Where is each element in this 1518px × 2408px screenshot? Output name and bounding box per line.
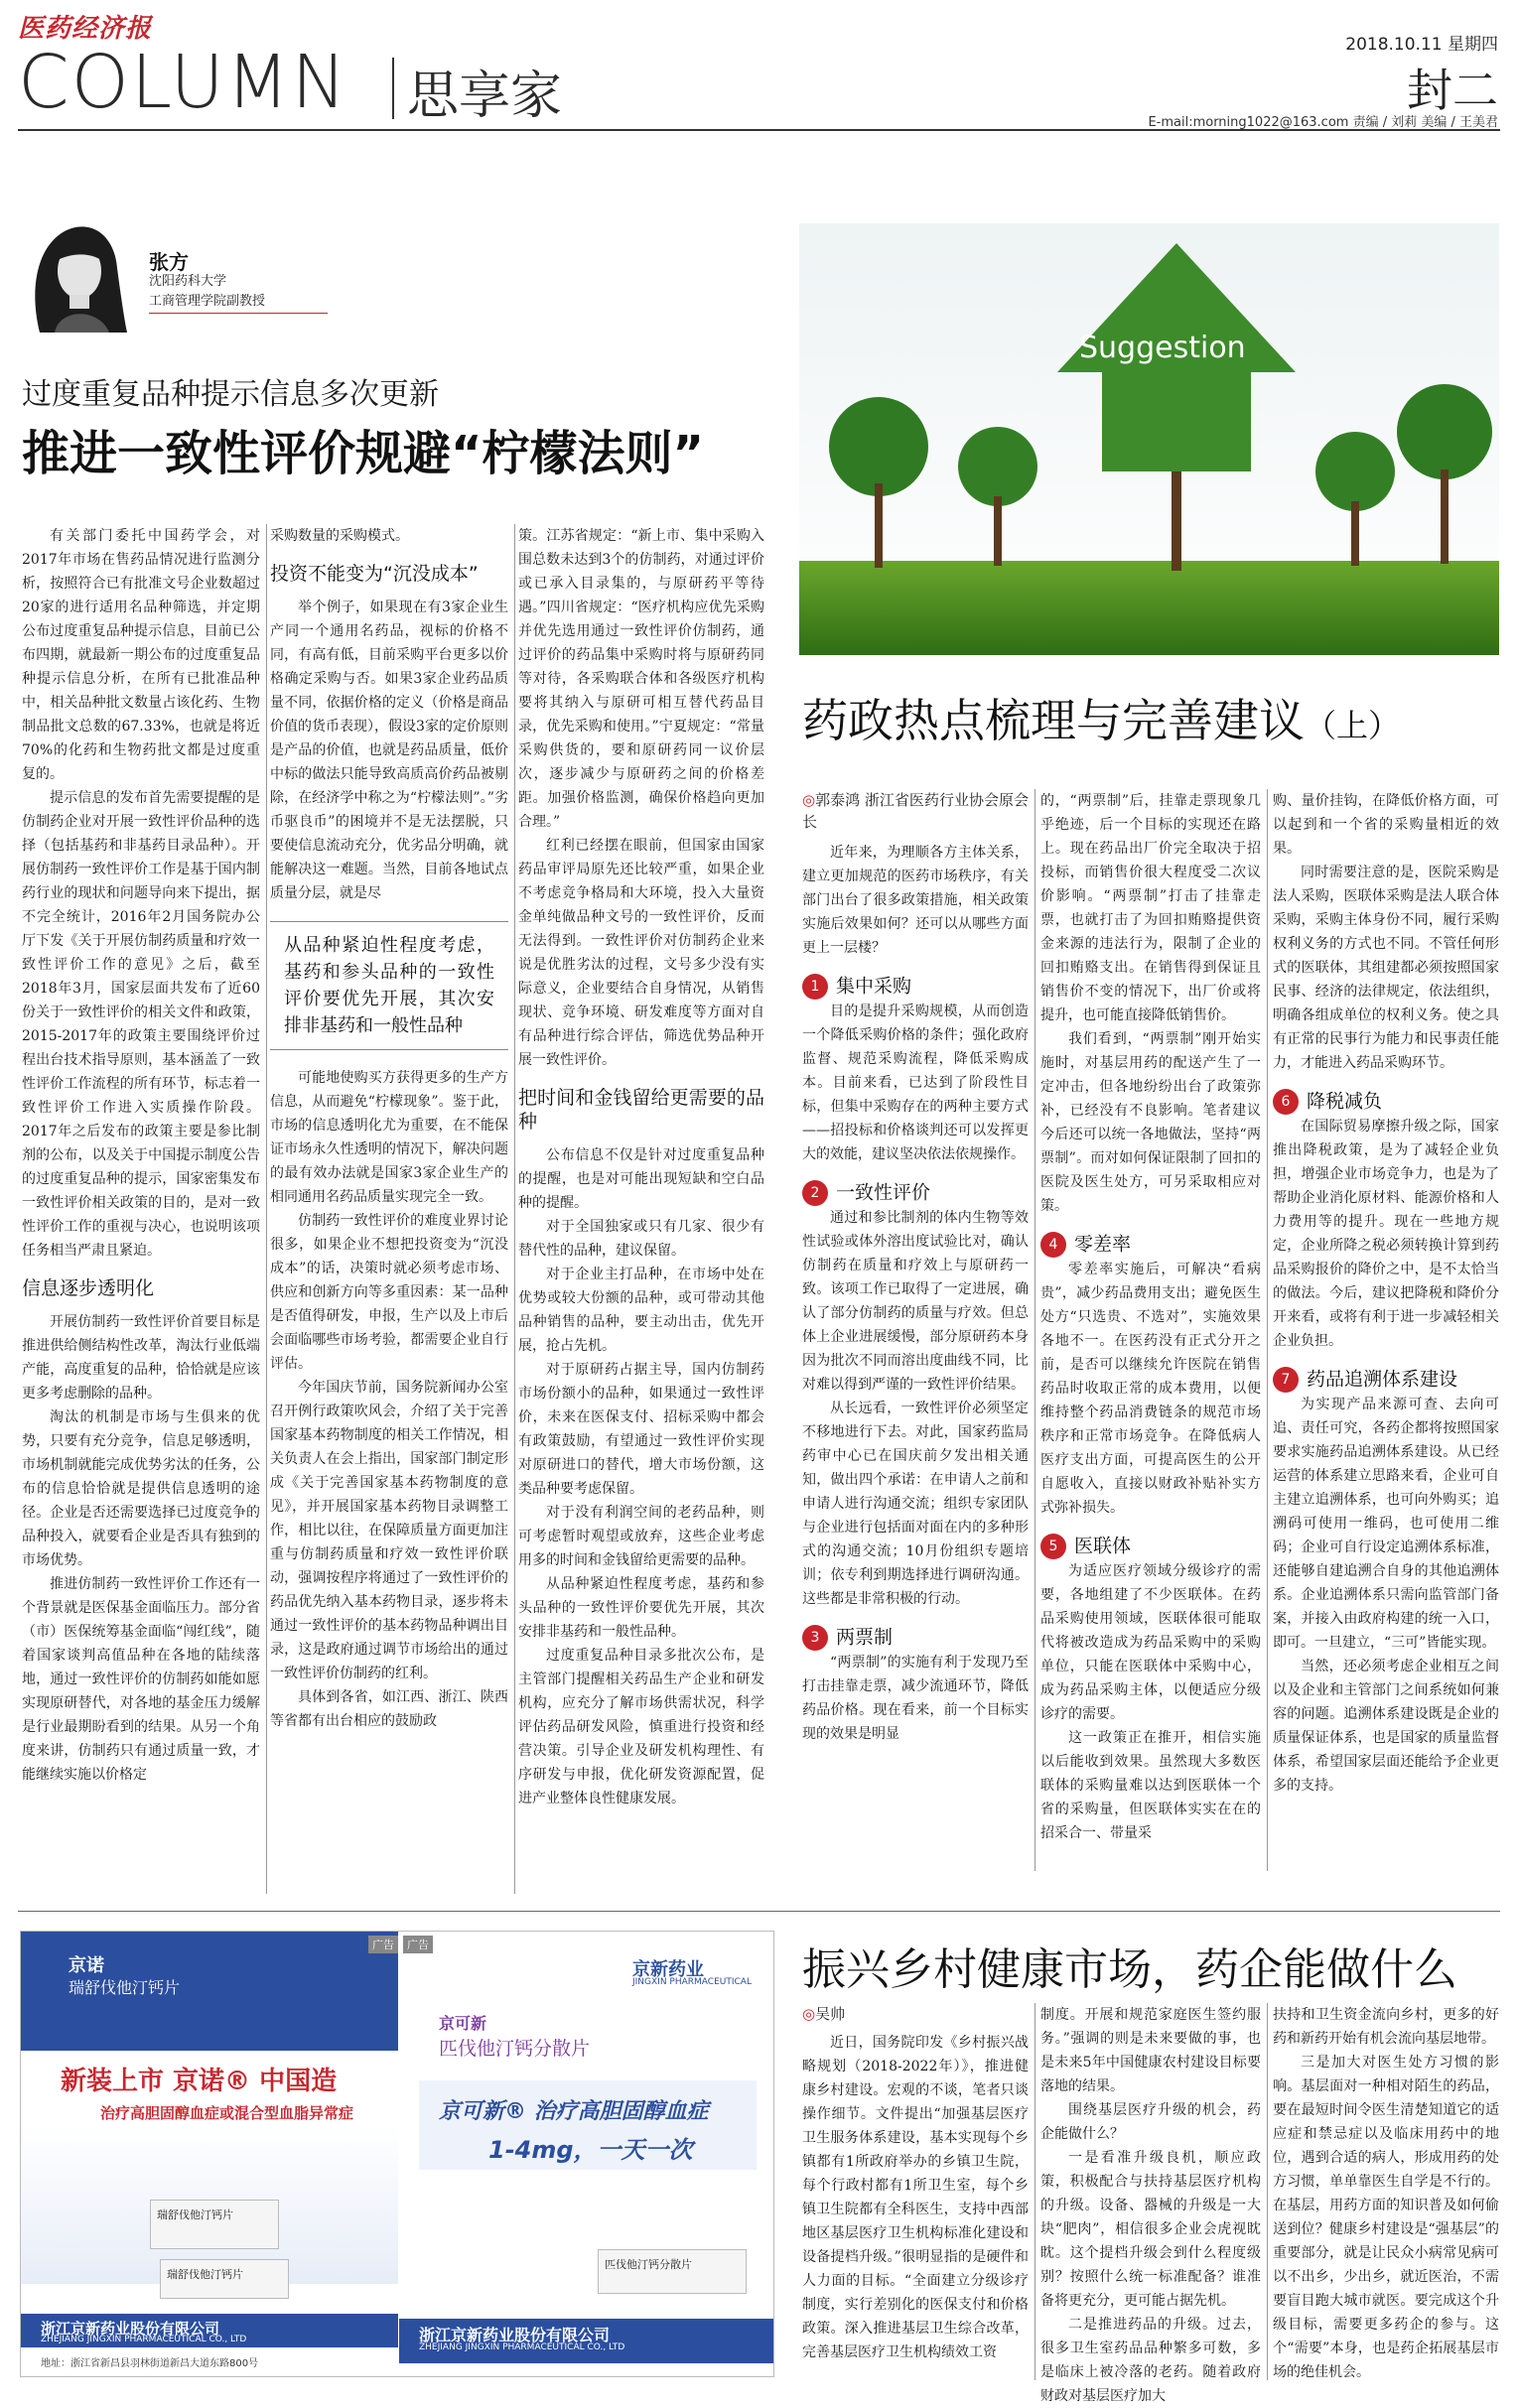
author-portrait	[20, 213, 134, 333]
issue-date: 2018.10.11 星期四	[1345, 35, 1498, 55]
article2-byline: ◎郭泰鸿 浙江省医药行业协会原会长	[802, 791, 1029, 831]
ad-tag-2: 广告	[403, 1936, 433, 1953]
column-name-en: COLUMN	[18, 40, 348, 125]
ad-address: 地址：浙江省新昌县羽林街道新昌大道东路800号	[41, 2358, 259, 2369]
article1-heading-1: 信息逐步透明化	[22, 1277, 155, 1299]
article2-column-2: 的，“两票制”后，挂靠走票现象几乎绝迹，后一个目标的实现还在路上。现在药品出厂价完全取决于招投标，而销售价很大程度受二次议价影响。“两票制”打击了挂靠走票，也就打击了为回扣贿赂提供资金来源的违法行为，限制了企业的回扣贿赂支出。在销售得到保证且销售价不变的情况下，出厂价或将提升，也可能直接降低销售价。 我们看到，“两票制”刚开始实施时，对基层用药的配送产生了一定冲击，但各地纷纷出台了政策弥补，已经没有不良影响。笔者建议今后还可以统一各地做法，坚持“两票制”。而对如何保证限制了回扣的医院及医生处方，可另采取相应对策。 4 零差率 零差率实施后，可解决“看病贵”，减少药品费用支出；避免医生处方“只选贵、不选对”，实施效果各地不一。在医药没有正式分开之前，是否可以继续允许医院在销售药品时收取正常的成本费用，以便维持整个药品消费链条的规范市场秩序和正常市场竞争。在降低病人医疗支出方面，可提高医生的公开自愿收入，直接以财政补贴补实方式弥补损失。 5 医联体 为适应医疗领域分级诊疗的需要，各地组建了不少医联体。在药品采购使用领域，医联体很可能取代将被改造成为药品采购中的采购单位，只能在医联体中采购中心，成为药品采购主体，以便适应分级诊疗的需要。 这一政策正在推开，相信实施以后能收到效果。虽然现大多数医联体的采购量难以达到医联体一个省的采购量，但医联体实实在在的招采合一、带量采	[1040, 793, 1261, 1841]
article1-title: 推进一致性评价规避“柠檬法则”	[22, 426, 705, 481]
section-heading-1: 1 集中采购	[802, 974, 1029, 1000]
pull-quote: 从品种紧迫性程度考虑，基药和参头品种的一致性评价要优先开展，其次安排非基药和一般性品种	[270, 921, 508, 1050]
advertisement	[20, 1931, 774, 2377]
author-affiliation: 沈阳药科大学 工商管理学院副教授	[149, 274, 266, 309]
ad-dose: 1-4mg，一天一次	[488, 2136, 693, 2164]
trees-arrow-photo	[799, 223, 1499, 655]
ad-company1-en: ZHEJIANG JINGXIN PHARMACEUTICAL CO., LTD	[41, 2335, 247, 2344]
column-divider	[1267, 789, 1268, 1871]
column-divider	[392, 58, 394, 119]
column-divider	[514, 524, 515, 1894]
ad-brand2: 京可新	[439, 2014, 487, 2033]
author-underline	[149, 313, 328, 314]
article1-heading-2: 投资不能变为“沉没成本”	[270, 563, 479, 585]
article2-column-1: ◎郭泰鸿 浙江省医药行业协会原会长 近年来，为理顺各方主体关系，建立更加规范的医药市场秩序，有关部门出台了很多政策措施，相关政策实施后效果如何？还可以从哪些方面更上一层楼？ 1 集中采购 目的是提升采购规模，从而创造一个降低采购价格的条件；强化政府监督、规范采购流程，降低采购成本。目前来看，已达到了阶段性目标，但集中采购存在的两种主要方式——招投标和价格谈判还可以发挥更大的效能，建议坚决依法依规操作。 2 一致性评价 通过和参比制剂的体内生物等效性试验或体外溶出度试验比对，确认仿制药在质量和疗效上与原研药一致。该项工作已取得了一定进展，确认了部分仿制药的质量与疗效。但总体上企业进展缓慢，部分原研药本身因为批次不同而溶出度曲线不同，比对难以得到严谨的一致性评价结果。 从长远看，一致性评价必须坚定不移地进行下去。对此，国家药监局药审中心已在国庆前夕发出相关通知，做出四个承诺：在申请人之前和申请人进行沟通交流；组织专家团队与企业进行包括面对面在内的多种形式的沟通交流；10月份组织专题培训；依专利到期选择进行调研沟通。这些都是非常积极的行动。 3 两票制 “两票制”的实施有利于发现乃至打击挂靠走票，减少流通环节，降低药品价格。现在看来，前一个目标实现的效果是明显	[802, 791, 1029, 1742]
section-heading-6: 6 降税减负	[1273, 1089, 1499, 1115]
ad-logo-en: JINGXIN PHARMACEUTICAL	[632, 1977, 752, 1987]
ad-panel-right	[399, 1932, 773, 2376]
article1-heading-3: 把时间和金钱留给更需要的品种	[518, 1087, 764, 1133]
ad-brand1: 京诺	[69, 1955, 104, 1976]
section-heading-7: 7 药品追溯体系建设	[1273, 1367, 1499, 1393]
ad-company2: 浙江京新药业股份有限公司	[419, 2326, 611, 2344]
masthead-logo: 医药经济报	[18, 14, 153, 44]
photo-caption-word: Suggestion	[1079, 331, 1246, 365]
ad-pack-box: 瑞舒伐他汀钙片	[150, 2200, 279, 2249]
section-heading-4: 4 零差率	[1040, 1232, 1261, 1258]
ad-pack-box-3: 匹伐他汀钙分散片	[598, 2249, 747, 2294]
column-divider	[266, 524, 267, 1894]
ad-logo: 京新药业	[632, 1959, 704, 1980]
ad-company2-en: ZHEJIANG JINGXIN PHARMACEUTICAL CO., LTD	[419, 2342, 625, 2352]
article1-column-2: 采购数量的采购模式。 投资不能变为“沉没成本” 举个例子，如果现在有3家企业生产同一个通用名药品，视标的价格不同，有高有低，目前采购平台更多以价格确定采购与否。如果3家企业药品质量不同，依据价格的定义（价格是商品价值的货币表现），假设3家的定价原则是产品的价值，也就是药品质量，低价中标的做法只能导致高质高价药品被剔除，在经济学中称之为“柠檬法则”。”劣币驱良币”的困境并不是无法摆脱，只要使信息流动充分，优劣品分明确，就能解决这一难题。当然，目前各地试点质量分层，就是尽 从品种紧迫性程度考虑，基药和参头品种的一致性评价要优先开展，其次安排非基药和一般性品种 可能地使购买方获得更多的生产方信息，从而避免“柠檬现象”。鉴于此，市场的信息透明化尤为重要，在不能保证市场永久性透明的情况下，解决问题的最有效办法就是国家3家企业生产的相同通用名药品质量实现完全一致。 仿制药一致性评价的难度业界讨论很多，如果企业不想把投资变为“沉没成本”的话，决策时就必须考虑市场、供应和创新方向等多重因素：某一品种是否值得研发，申报，生产以及上市后会面临哪些市场考验，都需要企业自行评估。 今年国庆节前，国务院新闻办公室召开例行政策吹风会，介绍了关于完善国家基本药物制度的相关工作情况，相关负责人在会上指出，国家部门制定形成《关于完善国家基本药物制度的意见》，并开展国家基本药物目录调整工作，相比以往，在保障质量方面更加注重与仿制药质量和疗效一致性评价联动，强调按程序将通过了一致性评价的药品优先纳入基本药物目录，逐步将未通过一致性评价的基本药物品种调出目录，这是政府通过调节市场给出的通过一致性评价仿制药的红利。 具体到各省，如江西、浙江、陕西等省都有出台相应的鼓励政	[270, 528, 508, 1729]
article1-column-3: 策。江苏省规定：“新上市、集中采购入围总数未达到3个的仿制药，对通过评价或已承入目录集的，与原研药平等待遇。”四川省规定：“医疗机构应优先采购并优先选用通过一致性评价仿制药，通过评价的药品集中采购时将与原研药同等对待，各采购联合体和各级医疗机构要将其纳入与原研可相互替代药品目录，优先采购和使用。”宁夏规定：“常量采购供货的，要和原研药同一议价层次，逐步减少与原研药之间的价格差距。加强价格监测，确保价格趋向更加合理。” 红利已经摆在眼前，但国家由国家药品审评局原先还比较严重，如果企业不考虑竞争格局和大环境，投入大量资金单纯做品种文号的一致性评价，反而无法得到。一致性评价对仿制药企业来说是优胜劣汰的过程，文号多少没有实际意义，企业要结合自身情况，从销售现状、竞争环境、研发难度等方面对自有品种进行综合评估，筛选优势品种开展一致性评价。 把时间和金钱留给更需要的品种 公布信息不仅是针对过度重复品种的提醒，也是对可能出现短缺和空白品种的提醒。 对于全国独家或只有几家、很少有替代性的品种，建议保留。 对于企业主打品种，在市场中处在优势或较大份额的品种，或可带动其他品种销售的品种，要主动出击，优先开展，抢占先机。 对于原研药占据主导，国内仿制药市场份额小的品种，如果通过一致性评价，未来在医保支付、招标采购中都会有政策鼓励，有望通过一致性评价实现对原研进口的替代，增大市场份额，这类品种要考虑保留。 对于没有利润空间的老药品种，则可考虑暂时观望或放弃，这些企业考虑用多的时间和金钱留给更需要的品种。 从品种紧迫性程度考虑，基药和参头品种的一致性评价要优先开展，其次安排非基药和一般性品种。 过度重复品种目录多批次公布，是主管部门提醒相关药品生产企业和研发机构，应充分了解市场供需状况，科学评估药品研发风险，慎重进行投资和经营决策。引导企业及研发机构理性、有序研发与申报，优化研发资源配置，促进产业整体良性健康发展。	[518, 528, 764, 1806]
page-label: 封二	[1407, 64, 1498, 117]
article3-byline: ◎吴帅	[802, 2005, 846, 2023]
author-name: 张方	[149, 250, 189, 274]
ad-indication: 治疗高胆固醇血症或混合型血脂异常症	[100, 2104, 354, 2122]
article1-subtitle: 过度重复品种提示信息多次更新	[22, 377, 439, 412]
column-name-cn: 思享家	[407, 67, 563, 126]
article3-column-1: ◎吴帅 近日，国务院印发《乡村振兴战略规划（2018-2022年）》，推进健康乡村建设。宏观的不谈，笔者只谈操作细节。文件提出“加强基层医疗卫生服务体系建设，基本实现每个乡镇都有1所政府举办的乡镇卫生院，每个行政村都有1所卫生室，每个乡镇卫生院都有全科医生，支持中西部地区基层医疗卫生机构标准化建设和设备提档升级。”很明显指的是硬件和人力面的目标。“全面建立分级诊疗制度，实行差别化的医保支付和价格政策。深入推进基层卫生综合改革，完善基层医疗卫生机构绩效工资	[802, 2005, 1029, 2360]
ad-pack-box-2: 瑞舒伐他汀钙片	[160, 2259, 289, 2299]
ad-brand1-sub: 瑞舒伐他汀钙片	[69, 1978, 181, 1997]
ad-slogan2: 京可新® 治疗高胆固醇血症	[439, 2099, 709, 2124]
ad-slogan: 新装上市 京诺® 中国造	[61, 2067, 338, 2096]
article1-column-1: 有关部门委托中国药学会，对2017年市场在售药品情况进行监测分析，按照符合已有批准文号企业数超过20家的进行适用名品种筛选，并定期公布过度重复品种提示信息，目前已公布四期，就最新一期公布的过度重复品种提示信息分析，在所有已批准品种中，相关品种批文数量占该化药、生物制品批文总数的67.33%，也就是将近70%的化药和生物药批文都是过度重复的。 提示信息的发布首先需要提醒的是仿制药企业对开展一致性评价品种的选择（包括基药和非基药目录品种）。开展仿制药一致性评价工作是基于国内制药行业的现状和问题导向来下提出，据不完全统计，2016年2月国务院办公厅下发《关于开展仿制药质量和疗效一致性评价工作的意见》之后，截至2018年3月，国家层面共发布了近60份关于一致性评价的相关文件和政策，2015-2017年的政策主要围绕评价过程出台技术指导原则，基本涵盖了一致性评价工作流程的所有环节，标志着一致性评价工作进入实质操作阶段。2017年之后发布的政策主要是参比制剂的公布，以及关于中国提示制度公告的过度重复品种的提示，国家密集发布一致性评价相关政策的目的，是对一致性评价工作的重视与决心，也说明该项任务相当严肃且紧迫。 信息逐步透明化 开展仿制药一致性评价首要目标是推进供给侧结构性改革，淘汰行业低端产能，高度重复的品种，恰恰就是应该更多考虑删除的品种。 淘汰的机制是市场与生俱来的优势，只要有充分竞争，信息足够透明，市场机制就能完成优势劣汰的任务，公布的信息恰恰就是提供信息透明的途径。企业是否还需要选择已过度竞争的品种投入，就要看企业是否具有独到的市场优势。 推进仿制药一致性评价工作还有一个背景就是医保基金面临压力。部分省（市）医保统筹基金面临“闯红线”，随着国家谈判高值品种在各地的陆续落地，通过一致性评价的仿制药如能如愿实现原研替代，对各地的基金压力缓解是行业最期盼看到的结果。从另一个角度来讲，仿制药只有通过质量一致，才能继续实施以价格定	[22, 528, 260, 1783]
ad-company1: 浙江京新药业股份有限公司	[41, 2320, 220, 2338]
editor-info: E-mail:morning1022@163.com 责编 / 刘莉 美编 / 王美君	[1148, 115, 1498, 130]
section-heading-5: 5 医联体	[1040, 1534, 1261, 1559]
article3-title: 振兴乡村健康市场，药企能做什么	[802, 1944, 1457, 1995]
article2-column-3: 购、量价挂钩，在降低价格方面，可以起到和一个省的采购量相近的效果。 同时需要注意的是，医院采购是法人采购，医联体采购是法人联合体采购，采购主体身份不同，履行采购权利义务的方式也不同。不管任何形式的医联体，其组建都必须按照国家民事、经济的法律规定，依法组织，明确各组成单位的权利义务。使之具有正常的民事行为能力和民事责任能力，才能进入药品采购环节。 6 降税减负 在国际贸易摩擦升级之际，国家推出降税政策，是为了减轻企业负担，增强企业市场竞争力，也是为了帮助企业消化原材料、能源价格和人力费用等的提升。现在一些地方规定，企业所降之税必须转换计算到药品采购报价的降价之中，是不太恰当的做法。今后，建议把降税和降价分开来看，或将有利于进一步减轻相关企业负担。 7 药品追溯体系建设 为实现产品来源可查、去向可追、责任可究，各药企都将按照国家要求实施药品追溯体系建设。从已经运营的体系建立思路来看，企业可自主建立追溯体系，也可向外购买；追溯码可使用一维码，也可使用二维码；企业可自行设定追溯体系标准，还能够自建追溯合自身的其他追溯体系。企业追溯体系只需向监管部门备案，并接入由政府构建的统一入口，即可。一旦建立，“三可”皆能实现。 当然，还必须考虑企业相互之间以及企业和主管部门之间系统如何兼容的问题。追溯体系建设既是企业的质量保证体系，也是国家的质量监督体系，希望国家层面还能给予企业更多的支持。	[1273, 793, 1499, 1794]
ad-brand2-sub: 匹伐他汀钙分散片	[439, 2038, 591, 2060]
column-divider	[1267, 2003, 1268, 2380]
article2-title: 药政热点梳理与完善建议（上）	[802, 694, 1401, 747]
ad-panel-left	[21, 1932, 398, 2376]
section-rule	[18, 1911, 1500, 1912]
ad-tag: 广告	[368, 1936, 398, 1953]
article3-column-2: 制度。开展和规范家庭医生签约服务。”强调的则是未来要做的事，也是未来5年中国健康农村建设目标要落地的结果。 围绕基层医疗升级的机会，药企能做什么？ 一是看准升级良机，顺应政策，积极配合与扶持基层医疗机构的升级。设备、器械的升级是一大块“肥肉”，相信很多企业会虎视眈眈。这个提档升级会到什么程度级别？按照什么统一标准配备？谁准备将更充分，更可能占据先机。 二是推进药品的升级。过去，很多卫生室药品品种繁多可数，多是临床上被冷落的老药。随着政府财政对基层医疗加大	[1040, 2007, 1261, 2404]
section-heading-2: 2 一致性评价	[802, 1180, 1029, 1206]
section-heading-3: 3 两票制	[802, 1625, 1029, 1651]
article3-column-3: 扶持和卫生资金流向乡村，更多的好药和新药开始有机会流向基层地带。 三是加大对医生处方习惯的影响。基层面对一种相对陌生的药品，要在最短时间令医生清楚知道它的适应症和禁忌症以及临床用药中的地位，遇到合适的病人，形成用药的处方习惯，单单靠医生自学是不行的。在基层，用药方面的知识普及如何偷送到位？健康乡村建设是“强基层”的重要部分，就是让民众小病常见病可以不出乡，少出乡，就近医治，不需要盲目跑大城市就医。要完成这个升级目标，需要更多药企的参与。这个“需要”本身，也是药企拓展基层市场的绝佳机会。	[1273, 2007, 1499, 2380]
